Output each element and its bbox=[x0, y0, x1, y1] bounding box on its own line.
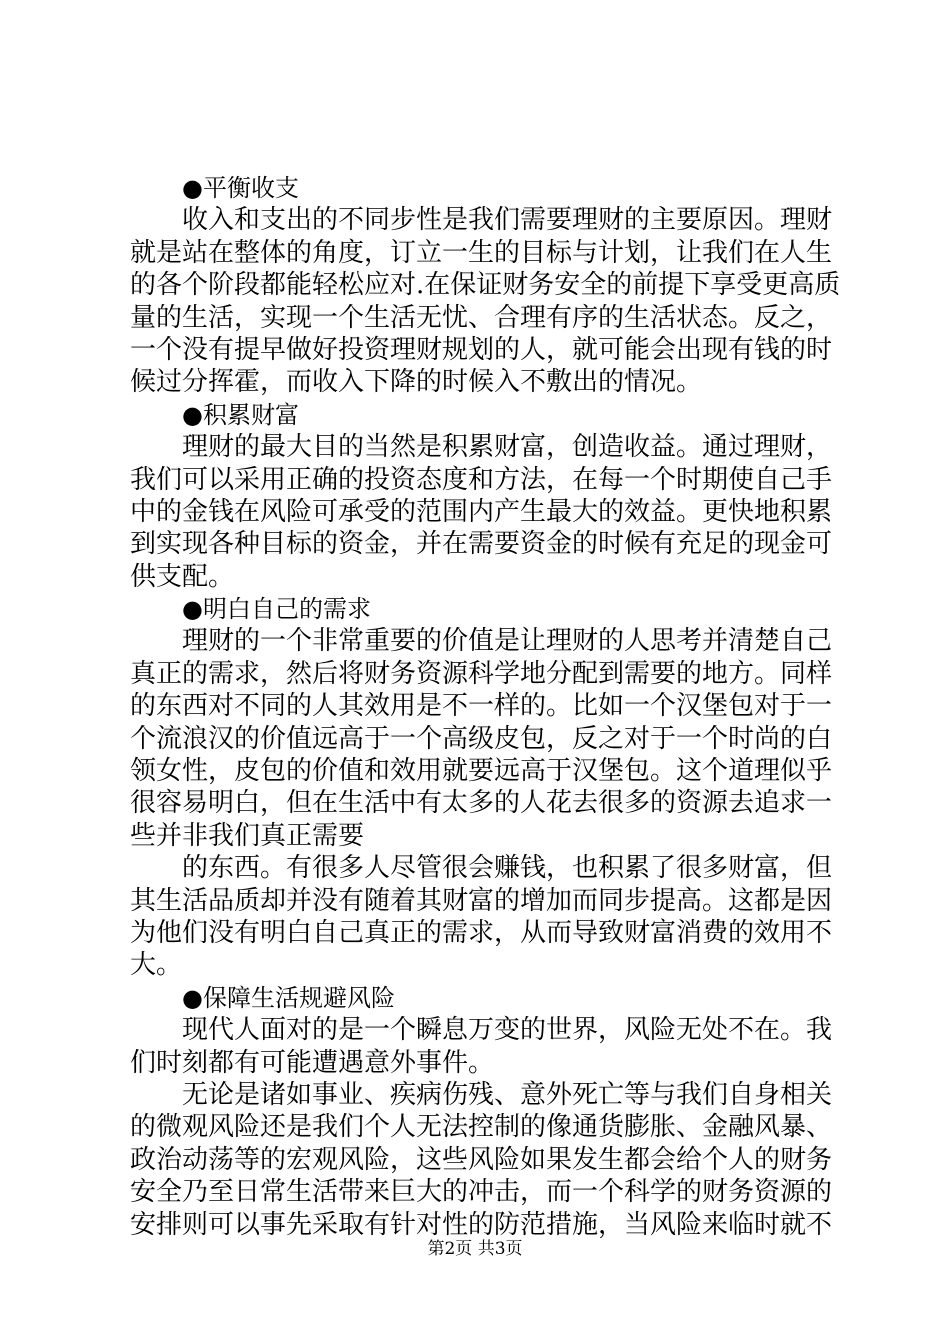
paragraph-line: 到实现各种目标的资金，并在需要资金的时候有充足的现金可 bbox=[130, 529, 833, 560]
paragraph-line: 政治动荡等的宏观风险，这些风险如果发生都会给个人的财务 bbox=[130, 1144, 833, 1175]
paragraph-line: 中的金钱在风险可承受的范围内产生最大的效益。更快地积累 bbox=[130, 496, 833, 527]
paragraph-line: 为他们没有明白自己真正的需求，从而导致财富消费的效用不 bbox=[130, 917, 833, 948]
paragraph-line: 候过分挥霍，而收入下降的时候入不敷出的情况。 bbox=[130, 367, 703, 398]
paragraph-line: 供支配。 bbox=[130, 561, 235, 592]
paragraph-line: 的各个阶段都能轻松应对.在保证财务安全的前提下享受更高质 bbox=[130, 270, 841, 301]
paragraph-line: 量的生活，实现一个生活无忧、合理有序的生活状态。反之， bbox=[130, 302, 833, 333]
page-footer: 第2页 共3页 bbox=[427, 1239, 523, 1259]
section-heading: ●明白自己的需求 bbox=[182, 595, 371, 624]
section-heading: ●平衡收支 bbox=[182, 174, 299, 202]
section-heading: ●积累财富 bbox=[182, 400, 299, 429]
paragraph-line: 其生活品质却并没有随着其财富的增加而同步提高。这都是因 bbox=[130, 885, 833, 916]
paragraph-line: 领女性，皮包的价值和效用就要远高于汉堡包。这个道理似乎 bbox=[130, 756, 833, 787]
paragraph-line: 的东西。有很多人尽管很会赚钱，也积累了很多财富，但 bbox=[182, 853, 833, 884]
paragraph-line: 们时刻都有可能遭遇意外事件。 bbox=[130, 1047, 495, 1078]
paragraph-line: 收入和支出的不同步性是我们需要理财的主要原因。理财 bbox=[182, 205, 833, 236]
paragraph-line: 安全乃至日常生活带来巨大的冲击，而一个科学的财务资源的 bbox=[130, 1177, 833, 1208]
paragraph-line: 现代人面对的是一个瞬息万变的世界，风险无处不在。我 bbox=[182, 1015, 833, 1046]
paragraph-line: 真正的需求，然后将财务资源科学地分配到需要的地方。同样 bbox=[130, 658, 833, 689]
paragraph-line: 很容易明白，但在生活中有太多的人花去很多的资源去追求一 bbox=[130, 788, 833, 819]
paragraph-line: 就是站在整体的角度，订立一生的目标与计划，让我们在人生 bbox=[130, 237, 833, 268]
paragraph-line: 无论是诸如事业、疾病伤残、意外死亡等与我们自身相关 bbox=[182, 1079, 833, 1110]
paragraph-line: 个流浪汉的价值远高于一个高级皮包，反之对于一个时尚的白 bbox=[130, 723, 833, 754]
paragraph-line: 些并非我们真正需要 bbox=[130, 820, 365, 851]
paragraph-line: 理财的最大目的当然是积累财富，创造收益。通过理财， bbox=[182, 432, 833, 463]
paragraph-line: 我们可以采用正确的投资态度和方法，在每一个时期使自己手 bbox=[130, 464, 833, 495]
paragraph-line: 一个没有提早做好投资理财规划的人，就可能会出现有钱的时 bbox=[130, 334, 833, 365]
paragraph-line: 的东西对不同的人其效用是不一样的。比如一个汉堡包对于一 bbox=[130, 691, 833, 722]
paragraph-line: 的微观风险还是我们个人无法控制的像通货膨胀、金融风暴、 bbox=[130, 1112, 833, 1143]
section-heading: ●保障生活规避风险 bbox=[182, 983, 395, 1012]
document-body bbox=[130, 172, 841, 1241]
paragraph-line: 大。 bbox=[130, 950, 183, 981]
paragraph-line: 安排则可以事先采取有针对性的防范措施，当风险来临时就不 bbox=[130, 1209, 833, 1240]
paragraph-line: 理财的一个非常重要的价值是让理财的人思考并清楚自己 bbox=[182, 626, 833, 657]
